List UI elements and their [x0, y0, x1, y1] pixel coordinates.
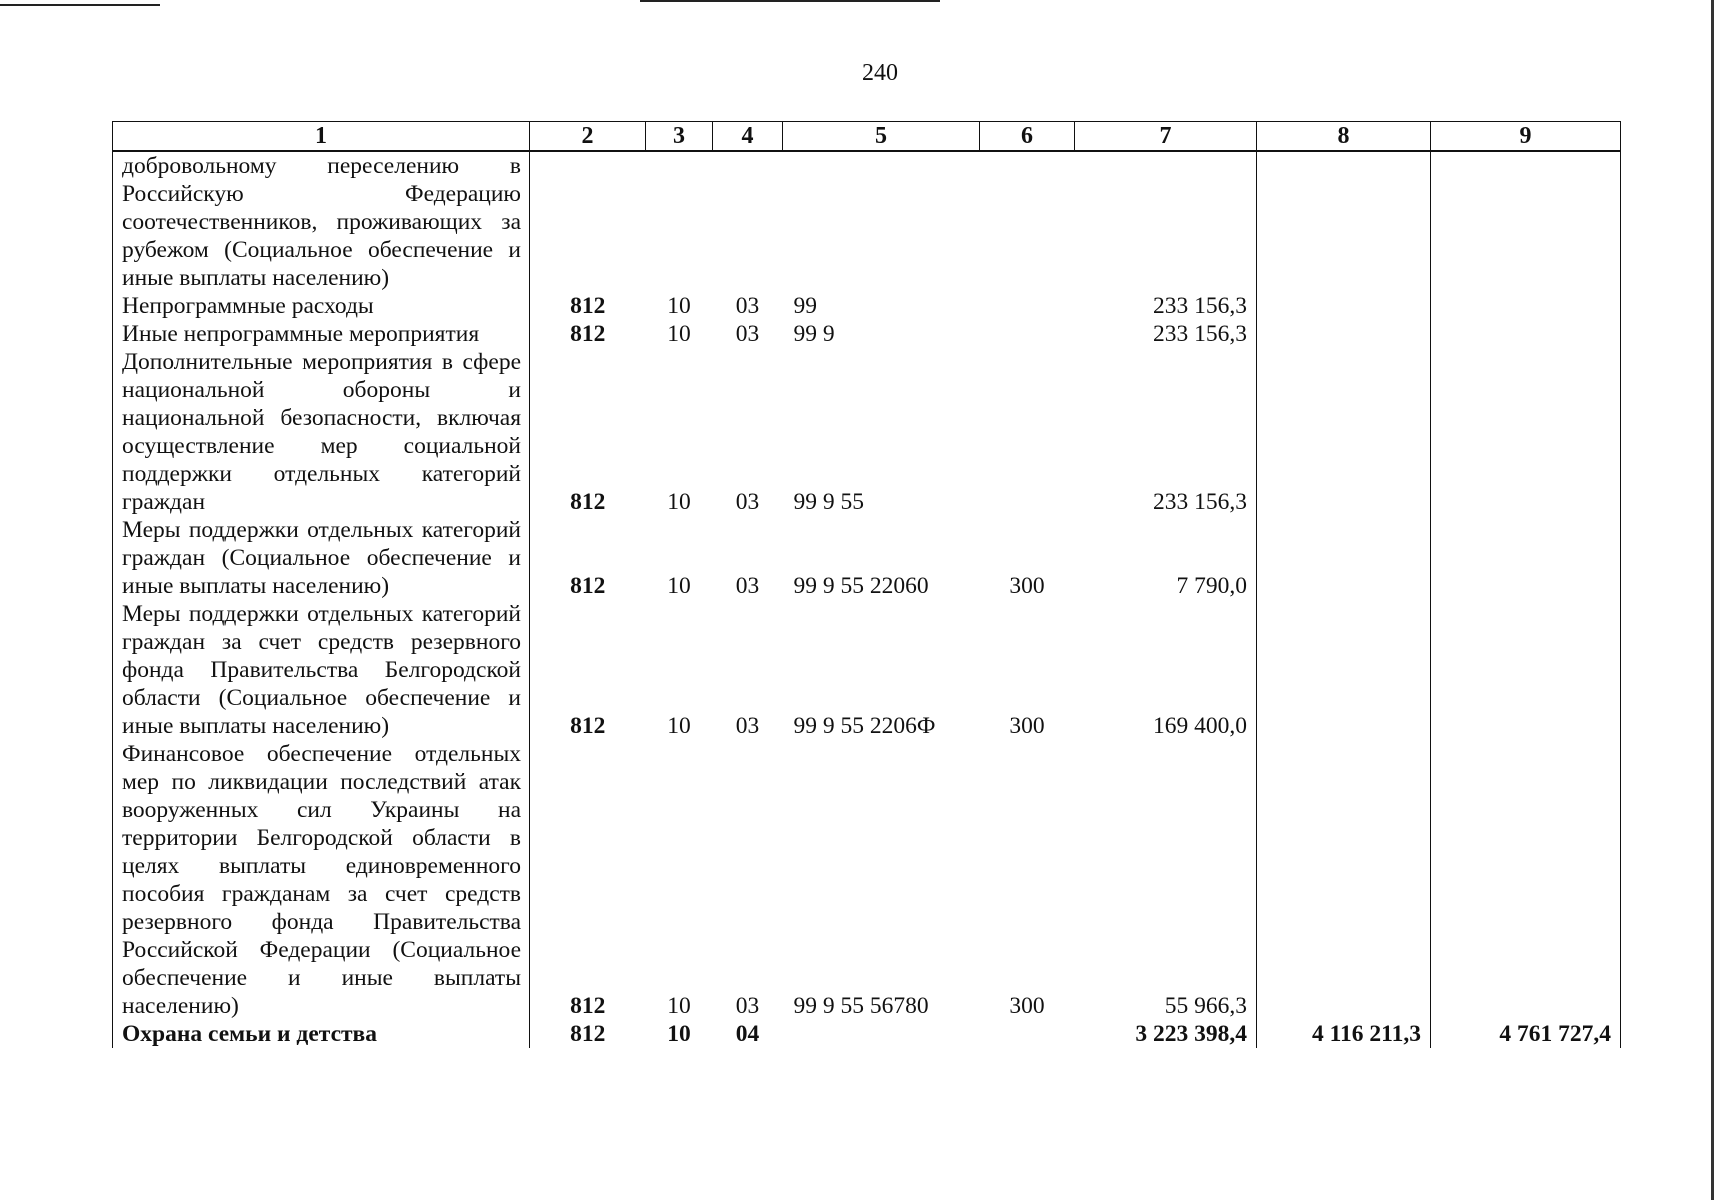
row-description: Охрана семьи и детства: [113, 1020, 530, 1048]
column-header: 7: [1075, 122, 1257, 152]
row-subsection: 03: [735, 713, 760, 739]
scan-artifact-line: [0, 4, 160, 6]
table-row: [113, 292, 1621, 320]
table-header-row: [113, 122, 1621, 152]
table-row: [113, 348, 1621, 516]
row-amount-2: [1257, 292, 1431, 320]
row-description: Финансовое обеспечение отдельных мер по ликвидации последствий атак вооруженных сил Украины на территории Белгородской области в целях выплаты единовременного пособия гражданам за счет средств резервного фонда Правительства Российской Федерации (Социальное обеспечение и иные выплаты населению): [113, 740, 530, 1020]
scan-artifact-line: [640, 0, 940, 2]
column-header: 1: [113, 122, 530, 152]
column-header: 6: [980, 122, 1075, 152]
row-amount-1: 233 156,3: [1075, 292, 1257, 320]
row-section: [646, 151, 713, 292]
row-section: 10: [667, 321, 691, 347]
row-section: 10: [667, 489, 691, 515]
table-row: [113, 740, 1621, 1020]
row-subsection: [713, 151, 783, 292]
row-section: 10: [667, 993, 691, 1019]
row-amount-3: [1431, 516, 1621, 600]
row-description: Непрограммные расходы: [113, 292, 530, 320]
column-header: 5: [783, 122, 980, 152]
row-amount-1: [1075, 151, 1257, 292]
row-amount-1: 233 156,3: [1075, 348, 1257, 516]
row-description: Дополнительные мероприятия в сфере национальной обороны и национальной безопасности, включая осуществление мер социальной поддержки отдельных категорий граждан: [113, 348, 530, 516]
column-header: 8: [1257, 122, 1431, 152]
table-row: [113, 1020, 1621, 1048]
row-glava: 812: [530, 320, 646, 348]
row-amount-1: 169 400,0: [1075, 600, 1257, 740]
row-amount-2: [1257, 320, 1431, 348]
row-amount-3: [1431, 320, 1621, 348]
row-expense-type: 300: [1009, 573, 1045, 599]
column-header: 9: [1431, 122, 1621, 152]
row-amount-2: [1257, 516, 1431, 600]
row-target-article: 99 9: [793, 321, 835, 347]
row-expense-type: [980, 292, 1075, 320]
row-glava: 812: [530, 292, 646, 320]
row-target-article: 99 9 55 2206Ф: [793, 713, 936, 739]
row-expense-type: [980, 320, 1075, 348]
row-expense-type: [980, 348, 1075, 516]
row-target-article: 99 9 55 22060: [793, 573, 929, 599]
row-expense-type: [980, 1020, 1075, 1048]
table-row: [113, 151, 1621, 292]
budget-table: [112, 121, 1621, 1048]
row-amount-2: [1257, 348, 1431, 516]
row-glava: 812: [530, 1020, 646, 1048]
row-amount-2: [1257, 151, 1431, 292]
row-glava: 812: [530, 600, 646, 740]
row-amount-3: [1431, 740, 1621, 1020]
row-target-article: [783, 1020, 980, 1048]
row-amount-1: 55 966,3: [1075, 740, 1257, 1020]
row-amount-3: 4 761 727,4: [1431, 1020, 1621, 1048]
row-subsection: 03: [735, 293, 760, 319]
row-amount-2: 4 116 211,3: [1257, 1020, 1431, 1048]
table-row: [113, 516, 1621, 600]
row-amount-3: [1431, 292, 1621, 320]
row-amount-2: [1257, 740, 1431, 1020]
column-header: 2: [530, 122, 646, 152]
row-section: 10: [667, 293, 691, 319]
column-header: 3: [646, 122, 713, 152]
row-description: Иные непрограммные мероприятия: [113, 320, 530, 348]
row-glava: 812: [530, 516, 646, 600]
page-number: 240: [862, 60, 898, 86]
row-target-article: 99 9 55 56780: [793, 993, 929, 1019]
table-body: [113, 151, 1621, 1048]
table-row: [113, 600, 1621, 740]
row-glava: 812: [530, 348, 646, 516]
row-expense-type: [980, 151, 1075, 292]
row-glava: [530, 151, 646, 292]
row-section: 10: [667, 573, 691, 599]
row-section: 10: [667, 1021, 691, 1047]
row-amount-1: 233 156,3: [1075, 320, 1257, 348]
row-description: Меры поддержки отдельных категорий граждан за счет средств резервного фонда Правительства Белгородской области (Социальное обеспечение и иные выплаты населению): [113, 600, 530, 740]
row-section: 10: [667, 713, 691, 739]
row-expense-type: 300: [1009, 993, 1045, 1019]
row-glava: 812: [530, 740, 646, 1020]
column-header: 4: [713, 122, 783, 152]
row-target-article: 99: [793, 293, 817, 319]
row-amount-3: [1431, 151, 1621, 292]
table-row: [113, 320, 1621, 348]
row-description: Меры поддержки отдельных категорий граждан (Социальное обеспечение и иные выплаты населению): [113, 516, 530, 600]
row-subsection: 03: [735, 573, 760, 599]
row-amount-3: [1431, 348, 1621, 516]
row-target-article: [783, 151, 980, 292]
row-amount-1: 3 223 398,4: [1075, 1020, 1257, 1048]
row-subsection: 04: [735, 1021, 760, 1047]
row-amount-3: [1431, 600, 1621, 740]
row-subsection: 03: [735, 993, 760, 1019]
row-expense-type: 300: [1009, 713, 1045, 739]
row-description: добровольному переселению в Российскую Федерацию соотечественников, проживающих за рубежом (Социальное обеспечение и иные выплаты населению): [113, 151, 530, 292]
row-subsection: 03: [735, 321, 760, 347]
row-target-article: 99 9 55: [793, 489, 864, 515]
row-amount-2: [1257, 600, 1431, 740]
row-subsection: 03: [735, 489, 760, 515]
row-amount-1: 7 790,0: [1075, 516, 1257, 600]
